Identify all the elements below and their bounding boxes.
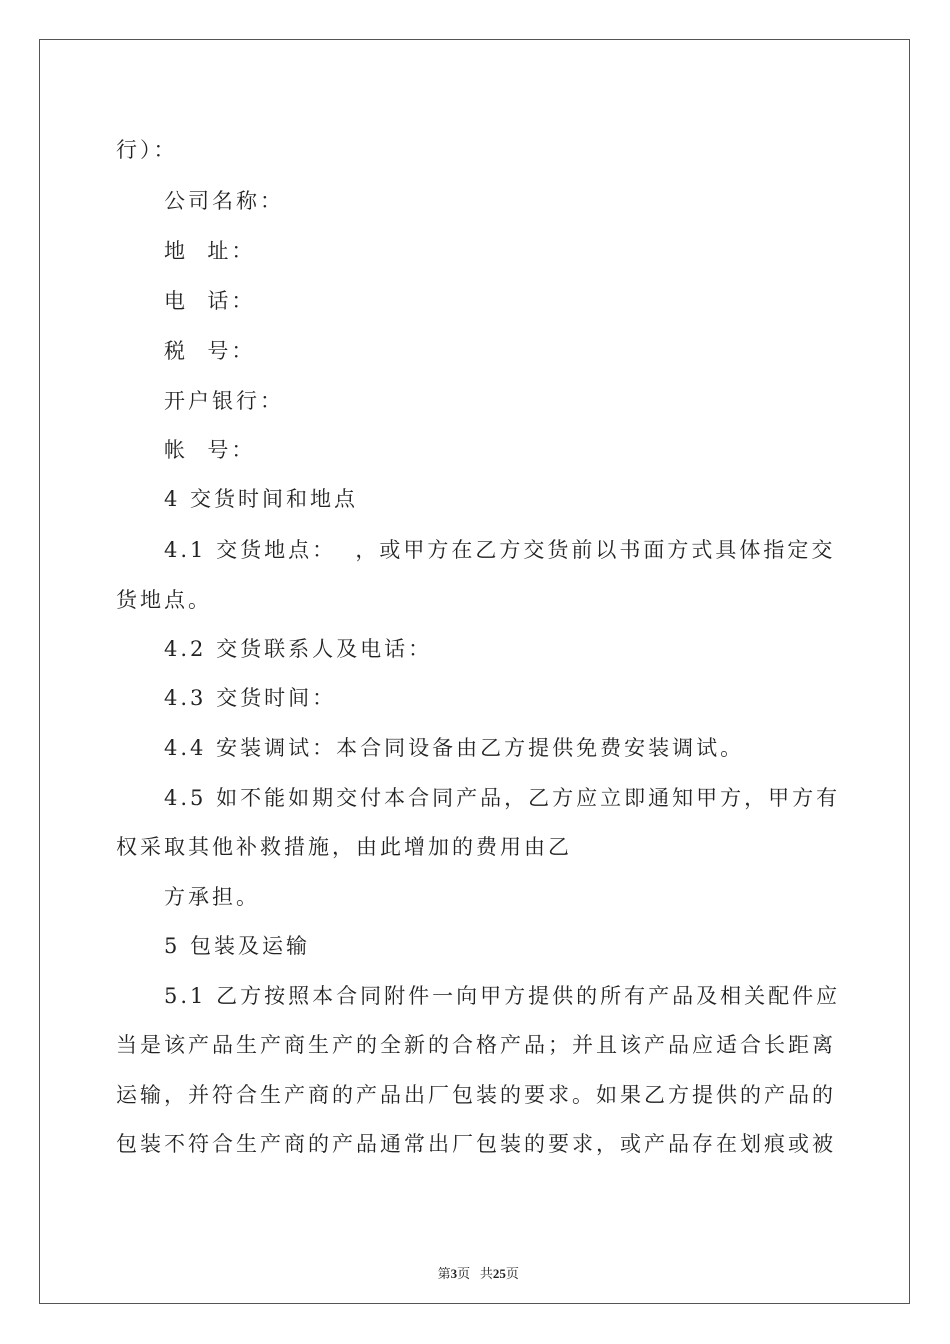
section-heading: 5 包装及运输 [164, 934, 311, 958]
text-line: 4.5 如不能如期交付本合同产品，乙方应立即通知甲方，甲方有 [164, 786, 841, 810]
text-line: 4.2 交货联系人及电话： [164, 637, 433, 661]
text-line: 行）： [116, 138, 178, 162]
text-line: 税 号： [164, 339, 256, 363]
text-line: 货地点。 [116, 588, 212, 612]
text-line: 电 话： [164, 289, 256, 313]
text-line: 包装不符合生产商的产品通常出厂包装的要求，或产品存在划痕或被 [116, 1132, 836, 1156]
text-line: 权采取其他补救措施，由此增加的费用由乙 [116, 835, 572, 859]
text-line: 4.4 安装调试：本合同设备由乙方提供免费安装调试。 [164, 736, 745, 760]
page-prefix: 第 [437, 1266, 451, 1281]
page-number-footer [0, 1247, 950, 1282]
text-line: 公司名称： [164, 189, 284, 213]
page-mid: 页 共 [457, 1266, 493, 1281]
text-line: 地 址： [164, 239, 256, 263]
section-heading: 4 交货时间和地点 [164, 487, 359, 511]
text-line: 帐 号： [164, 438, 256, 462]
page-border [39, 39, 910, 1304]
text-line: 4.1 交货地点： ，或甲方在乙方交货前以书面方式具体指定交 [164, 538, 836, 562]
text-line: 方承担。 [164, 885, 260, 909]
text-line: 当是该产品生产商生产的全新的合格产品；并且该产品应适合长距离 [116, 1033, 836, 1057]
text-line: 运输，并符合生产商的产品出厂包装的要求。如果乙方提供的产品的 [116, 1083, 836, 1107]
total-page-count: 25 [492, 1266, 506, 1281]
current-page-number: 3 [450, 1266, 458, 1281]
text-line: 开户银行： [164, 389, 284, 413]
text-line: 4.3 交货时间： [164, 686, 337, 710]
text-line: 5.1 乙方按照本合同附件一向甲方提供的所有产品及相关配件应 [164, 984, 841, 1008]
page-suffix: 页 [505, 1266, 519, 1281]
